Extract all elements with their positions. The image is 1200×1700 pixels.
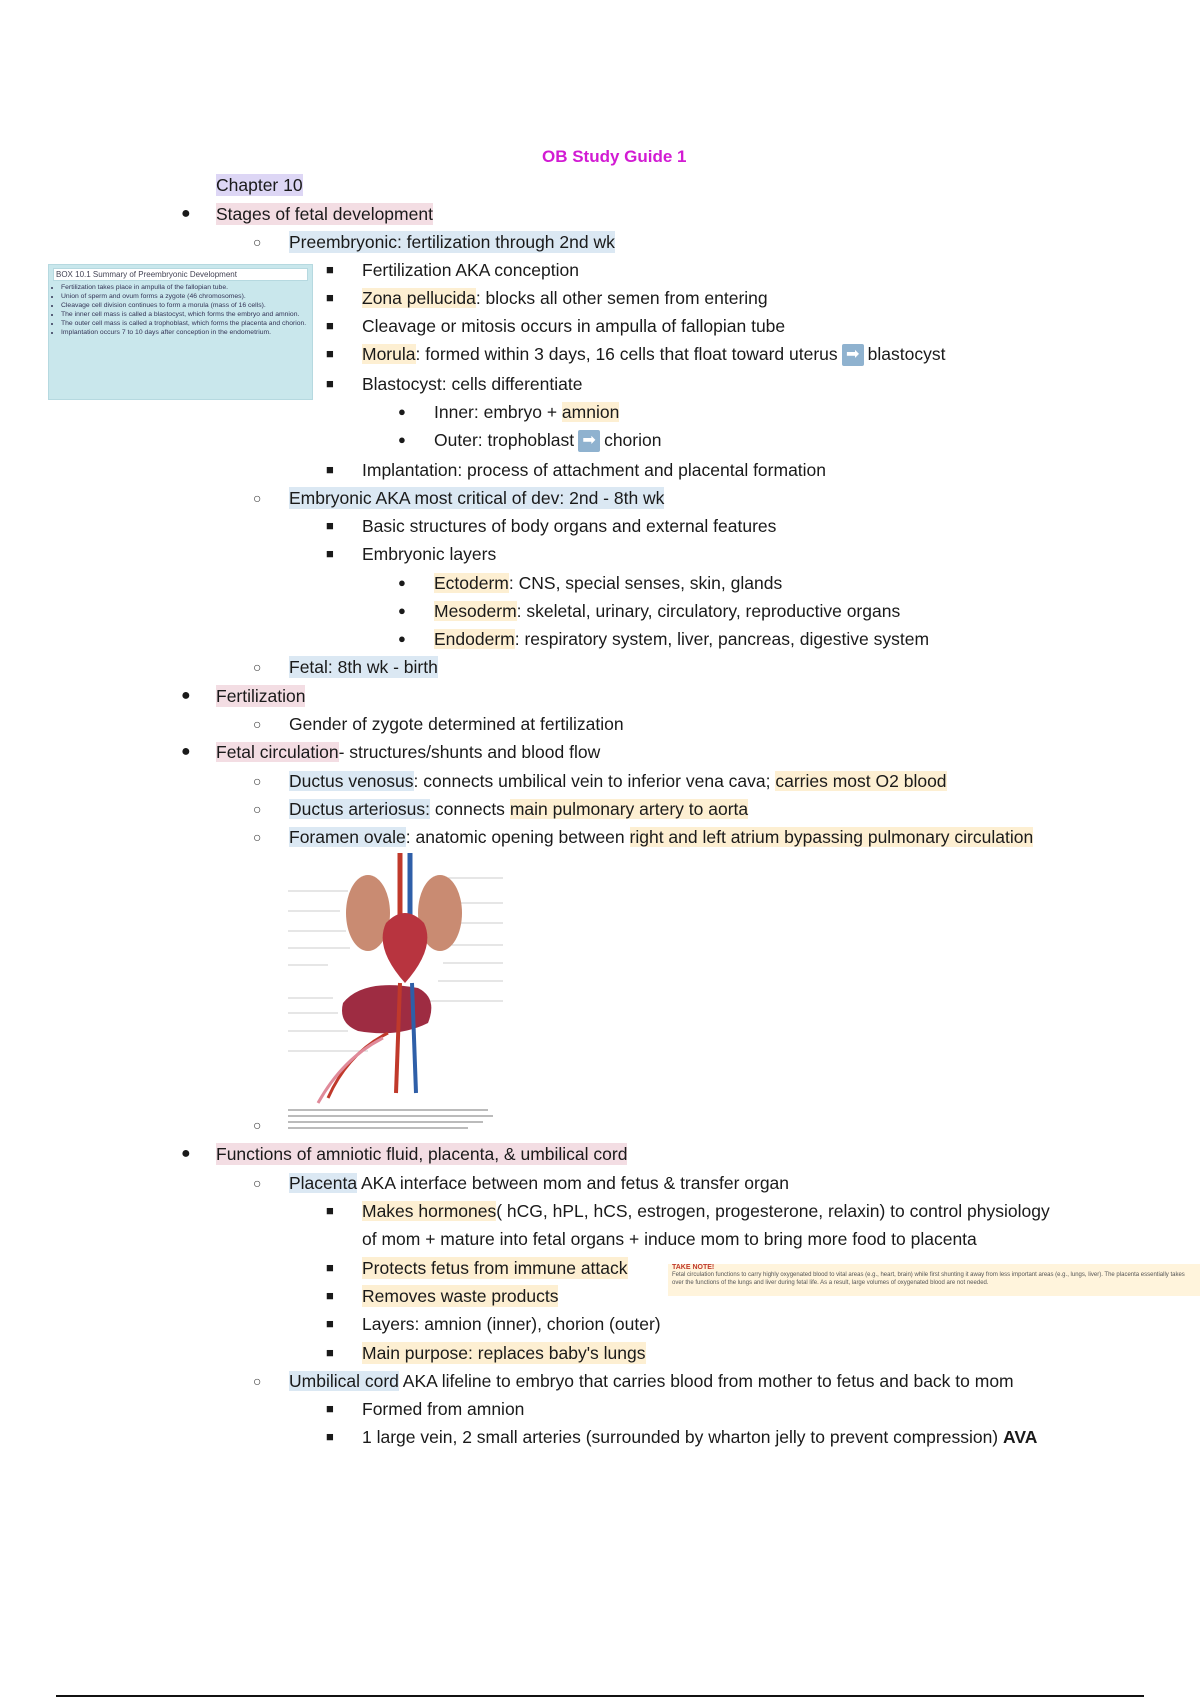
item-text: of mom + mature into fetal organs + induce mom to bring more food to placenta [362,1229,977,1249]
bullet-square: ■ [326,262,334,277]
chapter-heading: Chapter 10 [216,175,303,195]
bullet-disc: ● [181,687,191,704]
item-text: AKA lifeline to embryo that carries blood from mother to fetus and back to mom [398,1371,1014,1391]
item-text: connects [430,799,510,819]
item-text-bold: AVA [1003,1427,1038,1447]
bullet-disc: ● [181,205,191,222]
item-text: Gender of zygote determined at fertilization [289,714,624,734]
item-text: chorion [604,430,662,450]
item-text: Main purpose: replaces baby's lungs [362,1343,646,1363]
item-text: Embryonic layers [362,544,497,564]
summary-item: • Fertilization takes place in ampulla of the fallopian tube. [61,283,308,292]
bullet-square: ■ [326,376,334,391]
item-text: Inner: embryo + [434,402,562,422]
subheading: Embryonic AKA most critical of dev: 2nd - 8th wk [289,488,665,508]
bullet-disc: ● [398,603,406,618]
item-text: : blocks all other semen from entering [475,288,768,308]
section-heading: Fertilization [216,686,306,706]
bullet-circle: ○ [253,829,262,845]
bullet-square: ■ [326,290,334,305]
section-heading: Stages of fetal development [216,204,433,224]
item-text: Blastocyst: cells differentiate [362,374,583,394]
bullet-square: ■ [326,1345,334,1360]
summary-box [48,264,313,400]
item-text: Cleavage or mitosis occurs in ampulla of fallopian tube [362,316,786,336]
term: carries most O2 blood [775,771,947,791]
take-note-header: TAKE NOTE! [672,1264,715,1271]
bullet-disc: ● [398,575,406,590]
item-text: : skeletal, urinary, circulatory, reproductive organs [516,601,901,621]
item-text: : respiratory system, liver, pancreas, digestive system [514,629,930,649]
document-title: OB Study Guide 1 [542,147,687,166]
bullet-circle: ○ [253,716,262,732]
bullet-square: ■ [326,1288,334,1303]
arrow-right-icon: ➡ [578,430,600,452]
term: Morula [362,344,416,364]
bullet-circle: ○ [253,659,262,675]
take-note-text: Fetal circulation functions to carry highly oxygenated blood to vital areas (e.g., heart, brain) while first shunting it away from less important areas (e.g., lungs, liver). The placenta essentially takes over the functions of the lungs and liver during fetal life. As a result, large volumes of oxygenated blood are not needed. [672,1272,1185,1286]
bullet-disc: ● [181,1145,191,1162]
bullet-disc: ● [398,631,406,646]
item-text: blastocyst [867,344,946,364]
bullet-square: ■ [326,1401,334,1416]
item-text: : CNS, special senses, skin, glands [508,573,783,593]
bullet-square: ■ [326,1203,334,1218]
term: Ductus venosus [289,771,414,791]
section-heading: Fetal circulation [216,742,339,762]
fetal-circulation-illustration [288,853,503,1131]
bullet-circle: ○ [253,801,262,817]
bullet-disc: ● [181,743,191,760]
term: Umbilical cord [289,1371,399,1391]
item-text: Layers: amnion (inner), chorion (outer) [362,1314,661,1334]
term: Makes hormones [362,1201,497,1221]
bullet-square: ■ [326,462,334,477]
item-text: 1 large vein, 2 small arteries (surrounded by wharton jelly to prevent compression) [362,1427,1003,1447]
item-text: Basic structures of body organs and external features [362,516,777,536]
item-text: : anatomic opening between [405,827,630,847]
item-text: : connects umbilical vein to inferior vena cava; [413,771,776,791]
item-text: : formed within 3 days, 16 cells that float toward uterus [415,344,838,364]
term: Zona pellucida [362,288,476,308]
summary-item: • Union of sperm and ovum forms a zygote (46 chromosomes). [61,292,308,301]
term: Ductus arteriosus: [289,799,431,819]
bullet-square: ■ [326,546,334,561]
item-text: Formed from amnion [362,1399,525,1419]
summary-box-header: BOX 10.1 Summary of Preembryonic Development [53,268,308,281]
term: Ectoderm [434,573,509,593]
summary-item: • The inner cell mass is called a blastocyst, which forms the embryo and amnion. [61,310,308,319]
subheading: Fetal: 8th wk - birth [289,657,438,677]
arrow-right-icon: ➡ [842,344,864,366]
item-text: - structures/shunts and blood flow [338,742,601,762]
bullet-circle: ○ [253,234,262,250]
summary-item: • Implantation occurs 7 to 10 days after conception in the endometrium. [61,328,308,337]
item-text: Implantation: process of attachment and placental formation [362,460,827,480]
bullet-disc: ● [398,432,406,447]
take-note-box [668,1264,1200,1296]
bullet-circle: ○ [253,1175,262,1191]
item-text: Fertilization AKA conception [362,260,579,280]
bullet-disc: ● [398,404,406,419]
bullet-square: ■ [326,1316,334,1331]
bullet-square: ■ [326,1429,334,1444]
item-text: Outer: trophoblast [434,430,575,450]
summary-item: • The outer cell mass is called a trophoblast, which forms the placenta and chorion. [61,319,308,328]
bullet-circle: ○ [253,490,262,506]
term: Mesoderm [434,601,517,621]
term: Foramen ovale [289,827,406,847]
bullet-circle: ○ [253,1373,262,1389]
bullet-circle: ○ [253,773,262,789]
bullet-square: ■ [326,318,334,333]
term: Endoderm [434,629,515,649]
item-text: ( hCG, hPL, hCS, estrogen, progesterone, relaxin) to control physiology [496,1201,1050,1221]
item-text: Protects fetus from immune attack [362,1258,628,1278]
item-text: Removes waste products [362,1286,559,1306]
bullet-square: ■ [326,346,334,361]
term: right and left atrium bypassing pulmonary circulation [629,827,1034,847]
term: main pulmonary artery to aorta [509,799,749,819]
subheading: Preembryonic: fertilization through 2nd wk [289,232,615,252]
item-text: AKA interface between mom and fetus & transfer organ [357,1173,790,1193]
section-heading: Functions of amniotic fluid, placenta, & umbilical cord [216,1144,628,1164]
bullet-square: ■ [326,518,334,533]
bullet-circle: ○ [253,1117,262,1133]
page-divider [56,1695,1144,1697]
bullet-square: ■ [326,1260,334,1275]
summary-item: • Cleavage cell division continues to form a morula (mass of 16 cells). [61,301,308,310]
term: Placenta [289,1173,358,1193]
term: amnion [561,402,620,422]
